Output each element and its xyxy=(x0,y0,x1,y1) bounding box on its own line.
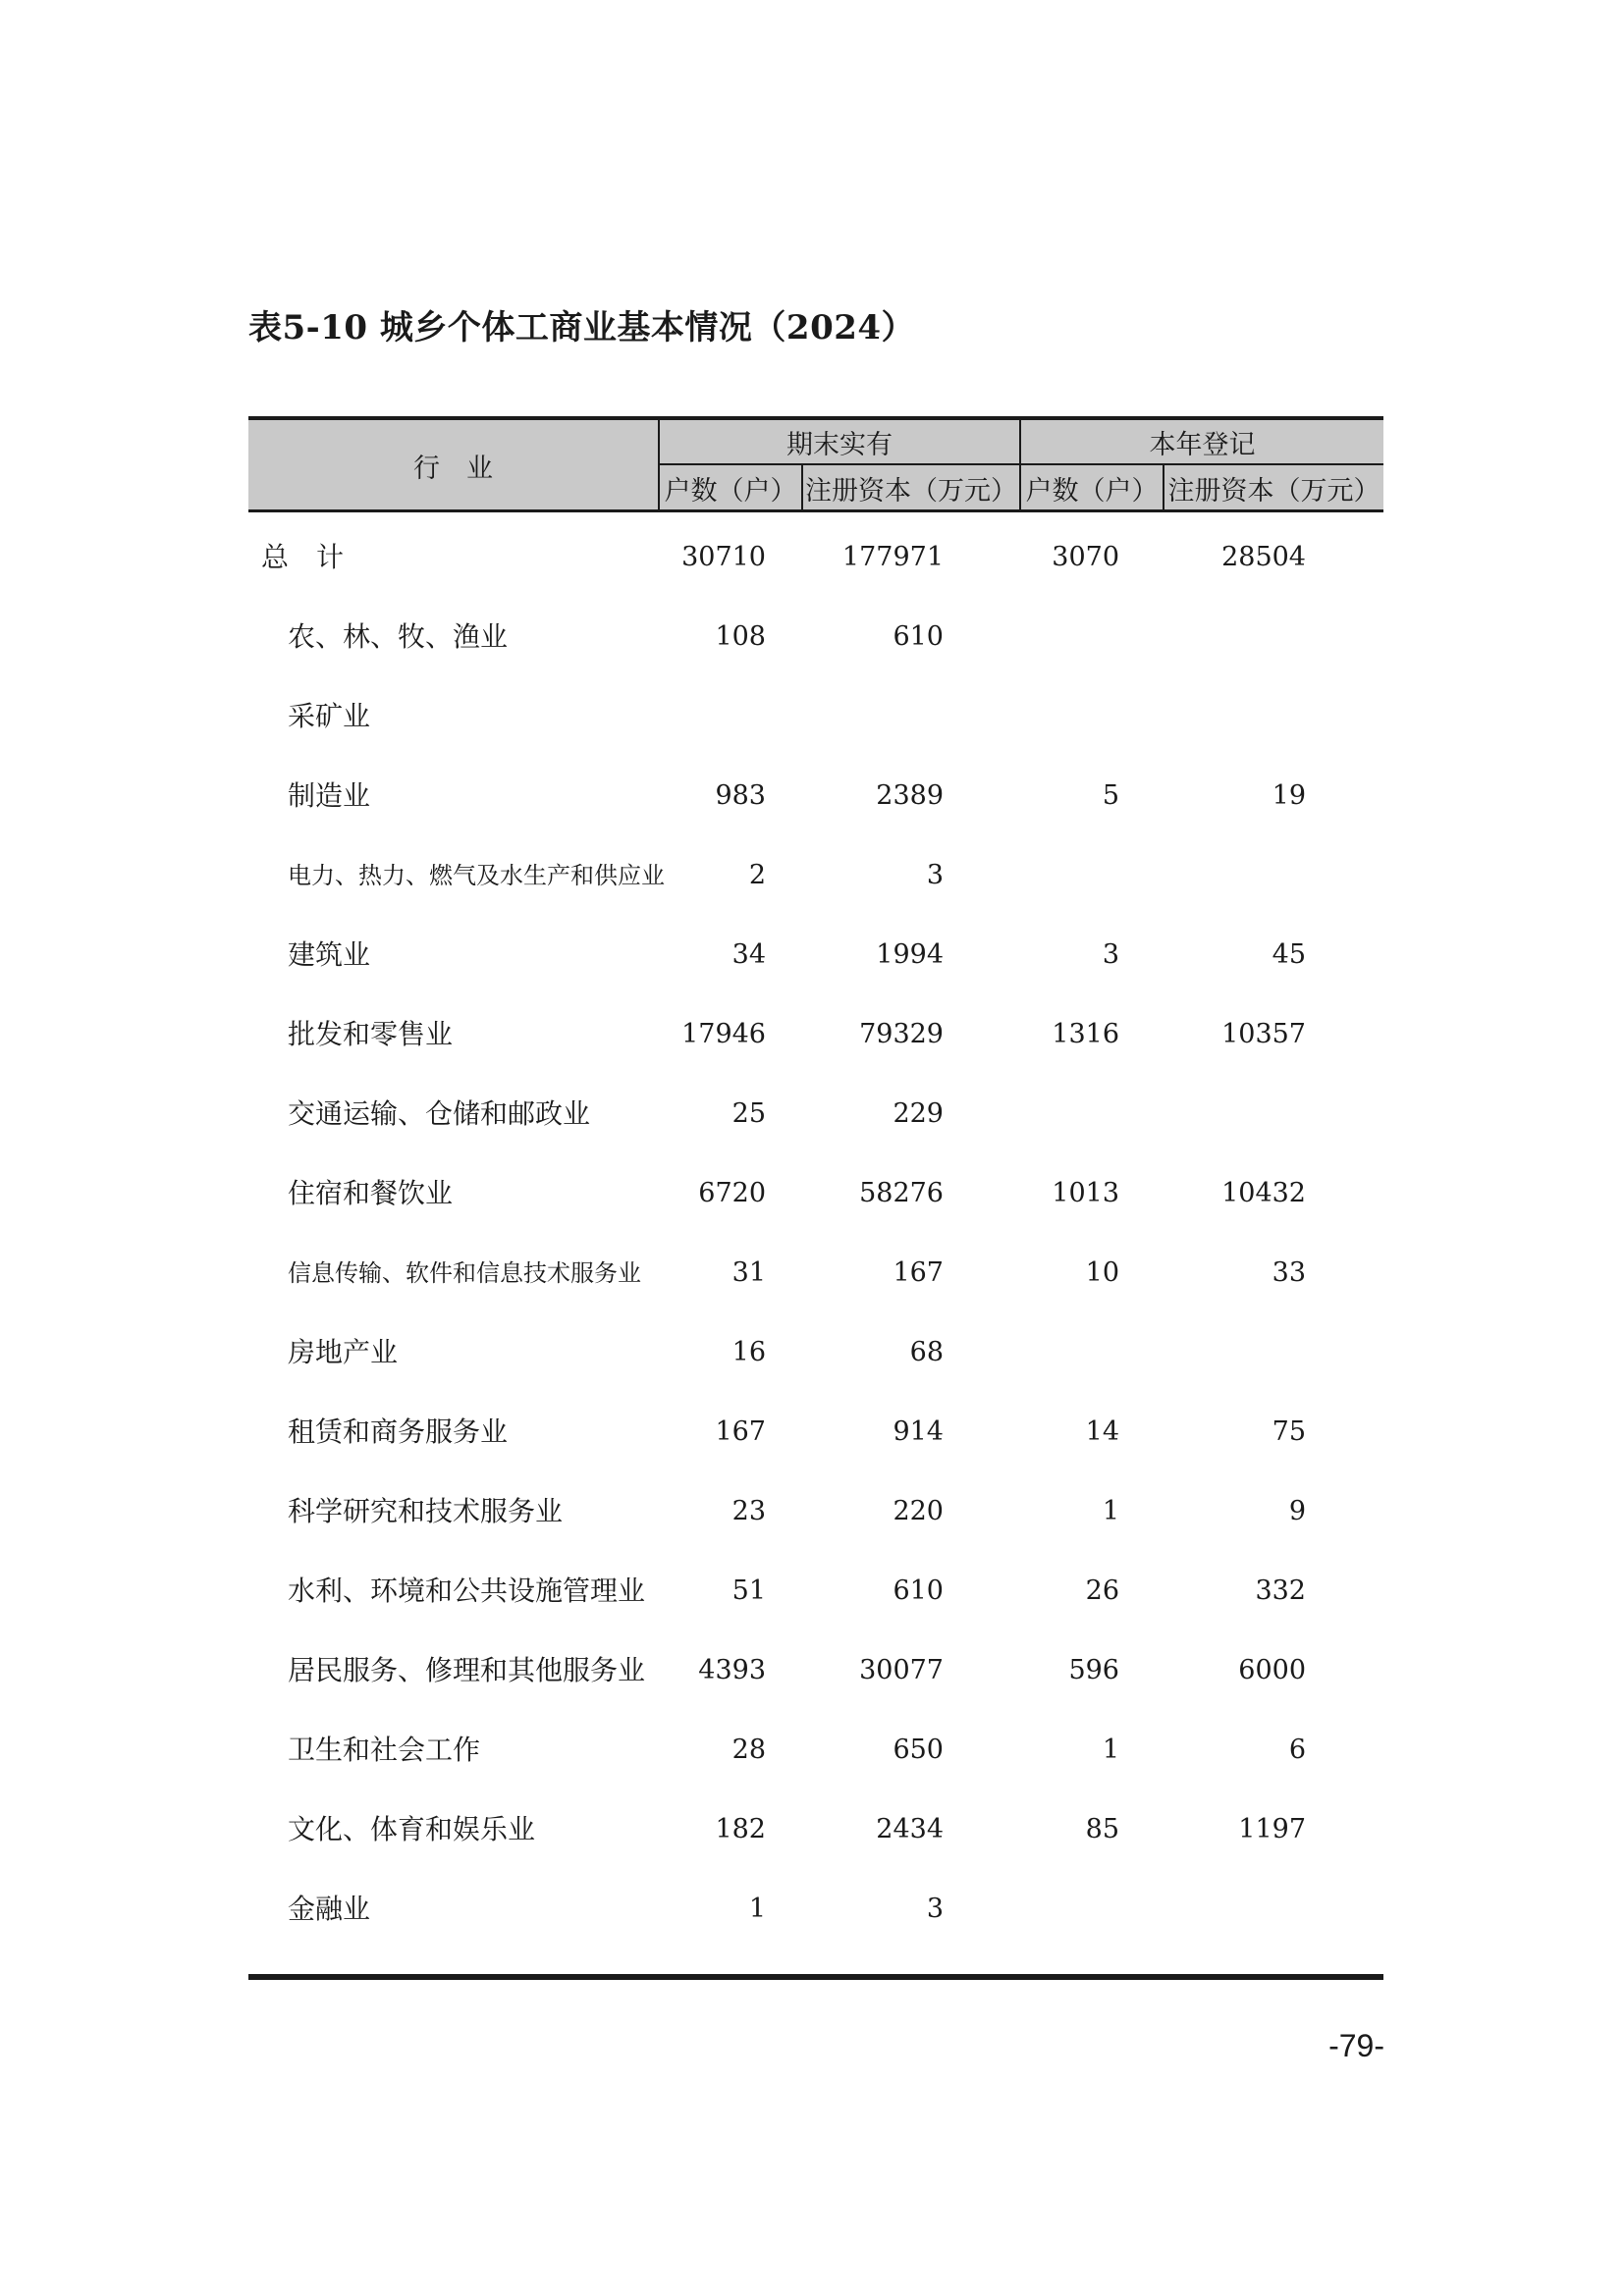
row-label: 采矿业 xyxy=(288,700,371,732)
row-label: 交通运输、仓储和邮政业 xyxy=(288,1097,591,1130)
cell-households-this-year: 5 xyxy=(1102,780,1119,811)
header-households-2: 户数（户） xyxy=(1025,475,1159,507)
cell-households-this-year: 3070 xyxy=(1052,542,1119,572)
cell-capital xyxy=(805,697,944,736)
cell-households-this-year xyxy=(982,1095,1119,1134)
header-divider xyxy=(658,463,1383,465)
cell-capital: 3 xyxy=(926,1894,944,1924)
cell-households: 51 xyxy=(731,1575,766,1606)
table-row xyxy=(0,1810,1624,1849)
row-label: 卫生和社会工作 xyxy=(288,1734,481,1766)
cell-households-this-year xyxy=(982,1890,1119,1929)
cell-capital: 68 xyxy=(909,1337,944,1367)
table-title: 表5-10 城乡个体工商业基本情况（2024） xyxy=(248,308,916,347)
header-group-this-year: 本年登记 xyxy=(1149,429,1256,460)
cell-capital-this-year xyxy=(1168,1890,1306,1929)
cell-capital: 167 xyxy=(893,1257,944,1288)
cell-capital: 2434 xyxy=(876,1814,944,1844)
table-bottom-rule xyxy=(248,1974,1383,1980)
cell-capital: 914 xyxy=(893,1416,944,1447)
cell-households: 4393 xyxy=(698,1655,766,1685)
cell-households: 34 xyxy=(731,939,766,970)
cell-capital: 610 xyxy=(893,621,944,652)
cell-households: 23 xyxy=(731,1496,766,1526)
row-label: 制造业 xyxy=(288,779,371,812)
cell-capital-this-year xyxy=(1168,1333,1306,1372)
cell-households: 31 xyxy=(731,1257,766,1288)
cell-households-this-year: 85 xyxy=(1085,1814,1119,1844)
cell-capital: 177971 xyxy=(841,542,944,572)
table-row xyxy=(0,1890,1624,1929)
table-row xyxy=(0,1572,1624,1611)
cell-capital: 79329 xyxy=(859,1019,944,1049)
header-divider xyxy=(1019,420,1021,510)
header-group-end-of-period: 期末实有 xyxy=(786,429,893,460)
row-label: 信息传输、软件和信息技术服务业 xyxy=(288,1259,641,1287)
cell-capital-this-year: 9 xyxy=(1288,1496,1306,1526)
cell-capital: 2389 xyxy=(876,780,944,811)
cell-capital-this-year: 33 xyxy=(1272,1257,1306,1288)
cell-households: 17946 xyxy=(681,1019,766,1049)
cell-capital-this-year xyxy=(1168,617,1306,657)
row-label: 电力、热力、燃气及水生产和供应业 xyxy=(288,862,665,889)
row-label: 住宿和餐饮业 xyxy=(288,1177,454,1209)
header-divider xyxy=(1163,463,1164,510)
cell-capital: 1994 xyxy=(876,939,944,970)
row-label: 水利、环境和公共设施管理业 xyxy=(288,1575,646,1607)
cell-capital-this-year: 75 xyxy=(1272,1416,1306,1447)
table-row xyxy=(0,1492,1624,1531)
cell-capital-this-year: 10432 xyxy=(1221,1178,1306,1208)
row-label: 批发和零售业 xyxy=(288,1018,454,1050)
cell-households: 25 xyxy=(731,1098,766,1129)
header-divider xyxy=(658,420,660,510)
cell-households-this-year: 1013 xyxy=(1052,1178,1119,1208)
table-row xyxy=(0,1015,1624,1054)
table-row xyxy=(0,776,1624,816)
cell-households-this-year: 1 xyxy=(1102,1496,1119,1526)
cell-households-this-year xyxy=(982,697,1119,736)
cell-capital-this-year: 1197 xyxy=(1238,1814,1306,1844)
cell-households-this-year: 1316 xyxy=(1052,1019,1119,1049)
table-row xyxy=(0,1731,1624,1770)
row-label: 总 计 xyxy=(261,541,345,573)
cell-households: 983 xyxy=(715,780,766,811)
cell-capital-this-year xyxy=(1168,1095,1306,1134)
cell-capital-this-year xyxy=(1168,856,1306,895)
cell-capital-this-year: 332 xyxy=(1255,1575,1306,1606)
cell-households: 182 xyxy=(715,1814,766,1844)
cell-households-this-year: 3 xyxy=(1102,939,1119,970)
cell-households-this-year: 10 xyxy=(1085,1257,1119,1288)
header-industry: 行 业 xyxy=(413,453,493,484)
row-label: 房地产业 xyxy=(288,1336,399,1368)
cell-capital: 30077 xyxy=(859,1655,944,1685)
table-row-total xyxy=(0,538,1624,577)
cell-households-this-year: 14 xyxy=(1085,1416,1119,1447)
table-row xyxy=(0,1651,1624,1690)
table-header-rule xyxy=(248,509,1383,512)
cell-capital: 610 xyxy=(893,1575,944,1606)
cell-capital-this-year: 28504 xyxy=(1221,542,1306,572)
table-row xyxy=(0,1254,1624,1293)
row-label: 金融业 xyxy=(288,1893,371,1925)
cell-households: 28 xyxy=(731,1735,766,1765)
cell-capital-this-year: 6 xyxy=(1288,1735,1306,1765)
row-label: 租赁和商务服务业 xyxy=(288,1415,509,1448)
cell-capital-this-year: 45 xyxy=(1272,939,1306,970)
row-label: 建筑业 xyxy=(288,938,371,971)
table-row xyxy=(0,697,1624,736)
row-label: 科学研究和技术服务业 xyxy=(288,1495,564,1527)
page-number: -79- xyxy=(1328,2028,1384,2063)
table-row xyxy=(0,617,1624,657)
cell-households: 30710 xyxy=(681,542,766,572)
cell-capital: 220 xyxy=(893,1496,944,1526)
cell-households: 167 xyxy=(715,1416,766,1447)
table-row xyxy=(0,1174,1624,1213)
cell-capital-this-year: 19 xyxy=(1272,780,1306,811)
table-row xyxy=(0,1095,1624,1134)
cell-households: 16 xyxy=(731,1337,766,1367)
cell-households-this-year: 1 xyxy=(1102,1735,1119,1765)
row-label: 文化、体育和娱乐业 xyxy=(288,1813,536,1845)
cell-households: 2 xyxy=(748,860,766,890)
cell-capital-this-year xyxy=(1168,697,1306,736)
table-row xyxy=(0,856,1624,895)
cell-capital: 229 xyxy=(893,1098,944,1129)
cell-capital-this-year: 10357 xyxy=(1221,1019,1306,1049)
cell-households-this-year: 26 xyxy=(1085,1575,1119,1606)
cell-households-this-year xyxy=(982,1333,1119,1372)
cell-households: 6720 xyxy=(698,1178,766,1208)
table-row xyxy=(0,935,1624,975)
cell-households-this-year xyxy=(982,617,1119,657)
header-capital: 注册资本（万元） xyxy=(805,475,1017,507)
cell-households-this-year xyxy=(982,856,1119,895)
cell-households xyxy=(628,697,766,736)
table-row xyxy=(0,1333,1624,1372)
cell-households: 108 xyxy=(715,621,766,652)
header-households: 户数（户） xyxy=(664,475,797,507)
cell-capital: 3 xyxy=(926,860,944,890)
cell-households: 1 xyxy=(748,1894,766,1924)
cell-households-this-year: 596 xyxy=(1068,1655,1119,1685)
table-row xyxy=(0,1413,1624,1452)
table-header xyxy=(248,420,1383,510)
cell-capital-this-year: 6000 xyxy=(1238,1655,1306,1685)
cell-capital: 58276 xyxy=(859,1178,944,1208)
cell-capital: 650 xyxy=(893,1735,944,1765)
row-label: 居民服务、修理和其他服务业 xyxy=(288,1654,646,1686)
header-capital-2: 注册资本（万元） xyxy=(1167,475,1380,507)
header-divider xyxy=(801,463,803,510)
row-label: 农、林、牧、渔业 xyxy=(288,620,509,653)
